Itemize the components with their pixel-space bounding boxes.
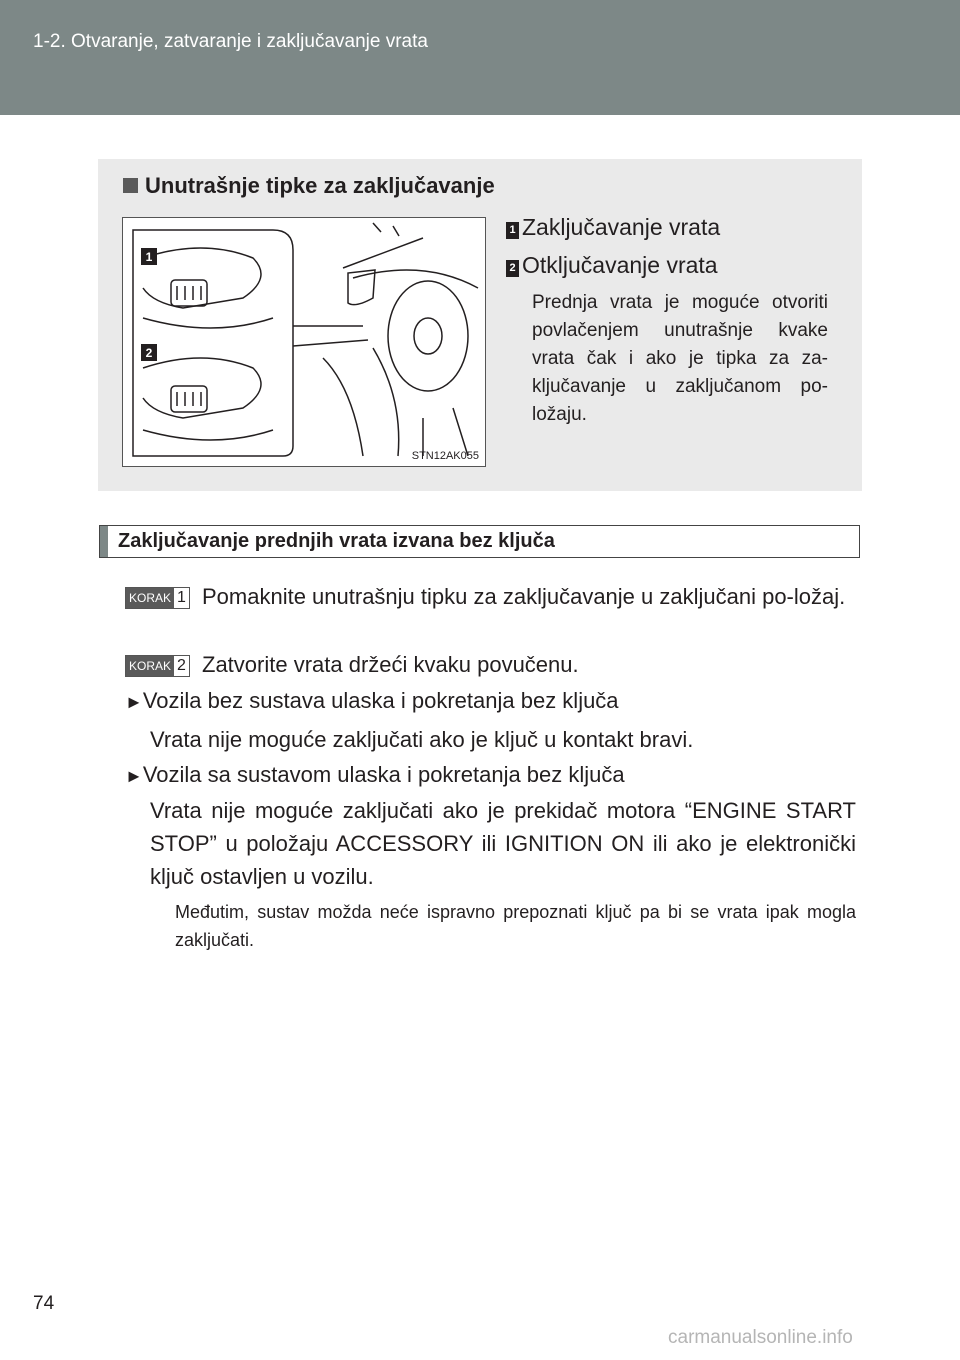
legend-label: Otključavanje vrata: [522, 252, 718, 278]
page-number: 74: [33, 1293, 55, 1314]
step-text: Pomaknite unutrašnju tipku za zaključavanje u zaključani po-ložaj.: [202, 584, 846, 609]
box-heading-text: Unutrašnje tipke za zaključavanje: [145, 173, 495, 198]
legend-number-badge: 2: [506, 260, 519, 277]
arrow-right-icon: ►: [125, 692, 143, 712]
variant-1-heading: [125, 688, 619, 714]
legend-number-badge: 1: [506, 222, 519, 239]
callout-2: 2: [145, 346, 153, 360]
watermark: carmanualsonline.info: [668, 1327, 853, 1348]
steering-wheel: [388, 281, 468, 391]
step-badge-word: KORAK: [126, 656, 174, 676]
figure-code: STN12AK055: [411, 450, 479, 462]
legend-item-unlock: [506, 252, 718, 279]
step-badge-number: 2: [174, 656, 189, 676]
box-note: Prednja vrata je moguće otvoriti povlačenjem unutrašnje kvake vrata čak i ako je tipka za za-ključavanje u zaključanom po-ložaju.: [532, 292, 828, 425]
variant-2-heading: [125, 762, 625, 788]
door-lock-illustration: [122, 217, 486, 467]
illustration-drawing: [123, 218, 485, 466]
variant-2-text: Vrata nije moguće zaključati ako je prekidač motora “ENGINE START STOP” u položaju ACCESSORY ili IGNITION ON ili ako je elektronički ključ ostavljen u vozilu.: [150, 798, 856, 889]
step-badge-number: 1: [174, 588, 189, 608]
arrow-right-icon: ►: [125, 766, 143, 786]
step-badge-word: KORAK: [126, 588, 174, 608]
info-box: [98, 159, 862, 491]
section-accent: [100, 526, 108, 557]
section-heading-bar: [99, 525, 860, 558]
box-heading: [123, 173, 495, 199]
legend-label: Zaključavanje vrata: [522, 214, 721, 240]
step-badge: [125, 587, 190, 609]
callout-badges: [141, 248, 157, 361]
section-note: Međutim, sustav možda neće ispravno prepoznati ključ pa bi se vrata ipak mogla zaključati.: [175, 902, 856, 950]
section-title: Zaključavanje prednjih vrata izvana bez ključa: [118, 530, 555, 552]
square-bullet-icon: [123, 178, 138, 193]
upper-handle: [143, 248, 261, 308]
legend-item-lock: [506, 214, 720, 241]
chapter-title: 1-2. Otvaranje, zatvaranje i zaključavanje vrata: [33, 31, 428, 52]
variant-title: Vozila bez sustava ulaska i pokretanja bez ključa: [142, 688, 619, 713]
variant-title: Vozila sa sustavom ulaska i pokretanja bez ključa: [142, 762, 625, 787]
step-badge: [125, 655, 190, 677]
connector-lines: [293, 326, 368, 346]
step-text: Zatvorite vrata držeći kvaku povučenu.: [202, 652, 579, 677]
callout-1: 1: [145, 250, 153, 264]
lower-handle: [143, 358, 261, 418]
page-header: [0, 0, 960, 115]
variant-1-text: Vrata nije moguće zaključati ako je ključ u kontakt bravi.: [150, 727, 694, 752]
